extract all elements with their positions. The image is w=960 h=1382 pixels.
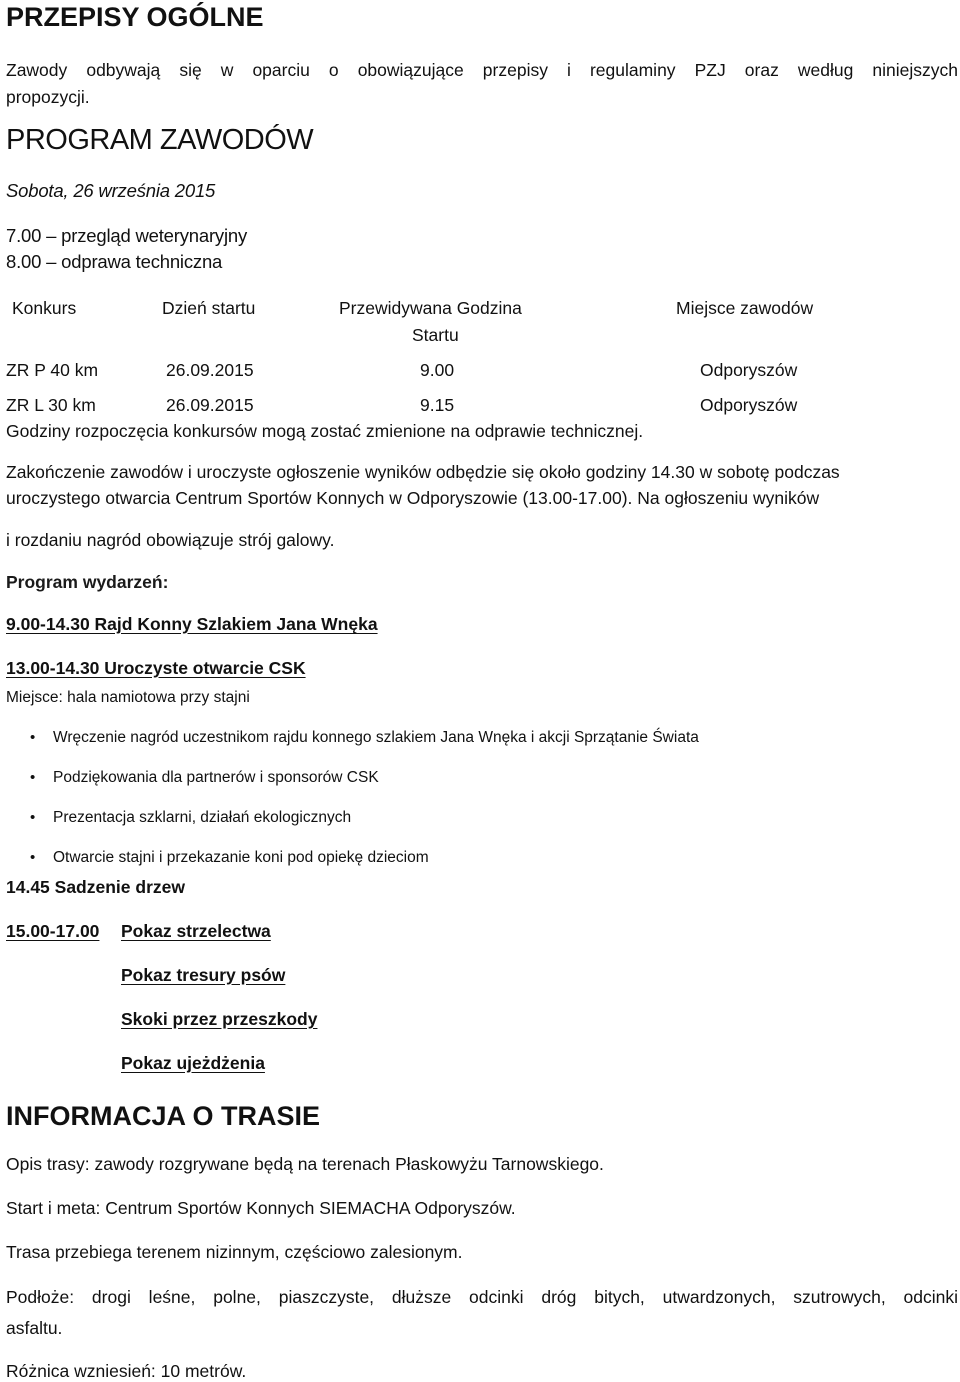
event-csk: 13.00-14.30 Uroczyste otwarcie CSK: [6, 658, 306, 678]
event-show: Pokaz tresury psów: [121, 965, 286, 985]
general-title: PRZEPISY OGÓLNE: [6, 2, 264, 32]
schedule-item: 8.00 – odprawa techniczna: [6, 251, 223, 272]
event-show: Pokaz ujeżdżenia: [121, 1053, 265, 1073]
list-item: Wręczenie nagród uczestnikom rajdu konnego szlakiem Jana Wnęka i akcji Sprzątanie Świata: [53, 729, 699, 746]
list-item: Otwarcie stajni i przekazanie koni pod opiekę dzieciom: [53, 849, 429, 866]
table-header: Dzień startu: [162, 298, 256, 318]
table-header: Startu: [412, 325, 459, 345]
bullet-dot: •: [30, 729, 36, 746]
bullet-dot: •: [30, 849, 36, 866]
list-item: Podziękowania dla partnerów i sponsorów CSK: [53, 769, 379, 786]
table-note: Godziny rozpoczęcia konkursów mogą zostać zmienione na odprawie technicznej.: [6, 421, 644, 441]
table-cell: 9.00: [420, 360, 455, 380]
table-header: Miejsce zawodów: [676, 298, 814, 318]
table-cell: 26.09.2015: [166, 360, 254, 380]
table-cell: 26.09.2015: [166, 395, 254, 415]
event-trees: 14.45 Sadzenie drzew: [6, 877, 185, 897]
general-text-line2: propozycji.: [6, 87, 90, 107]
events-title: Program wydarzeń:: [6, 572, 169, 592]
event-shooting: Pokaz strzelectwa: [121, 921, 271, 941]
route-surface-line2: asfaltu.: [6, 1318, 63, 1338]
table-header: Konkurs: [12, 298, 77, 318]
closing-line2: uroczystego otwarcia Centrum Sportów Konnych w Odporyszowie (13.00-17.00). Na ogłoszeniu wyników: [6, 488, 820, 508]
table-header: Przewidywana Godzina: [339, 298, 522, 318]
bullet-dot: •: [30, 769, 36, 786]
program-title: PROGRAM ZAWODÓW: [6, 124, 314, 156]
route-title: INFORMACJA O TRASIE: [6, 1101, 321, 1131]
event-shooting-time: 15.00-17.00: [6, 921, 100, 941]
table-cell: ZR L 30 km: [6, 395, 96, 415]
event-show: Skoki przez przeszkody: [121, 1009, 318, 1029]
table-cell: ZR P 40 km: [6, 360, 99, 380]
program-date: Sobota, 26 września 2015: [6, 180, 216, 201]
closing-line1: Zakończenie zawodów i uroczyste ogłoszenie wyników odbędzie się około godziny 14.30 w sobotę podczas: [6, 462, 840, 482]
bullet-dot: •: [30, 809, 36, 826]
table-cell: Odporyszów: [700, 360, 798, 380]
event-rajd: 9.00-14.30 Rajd Konny Szlakiem Jana Wnęka: [6, 614, 378, 634]
route-desc: Opis trasy: zawody rozgrywane będą na terenach Płaskowyżu Tarnowskiego.: [6, 1154, 604, 1174]
table-cell: 9.15: [420, 395, 455, 415]
event-place: Miejsce: hala namiotowa przy stajni: [6, 689, 250, 706]
route-terrain: Trasa przebiega terenem nizinnym, częściowo zalesionym.: [6, 1242, 463, 1262]
schedule-item: 7.00 – przegląd weterynaryjny: [6, 225, 248, 246]
table-cell: Odporyszów: [700, 395, 798, 415]
route-elevation: Różnica wzniesień: 10 metrów.: [6, 1361, 247, 1381]
general-text-line1: Zawody odbywają się w oparciu o obowiązujące przepisy i regulaminy PZJ oraz według niniejszych: [6, 60, 958, 80]
route-surface-line1: Podłoże: drogi leśne, polne, piaszczyste, dłuższe odcinki dróg bitych, utwardzonych, szutrowych, odcinki: [6, 1287, 958, 1307]
route-start: Start i meta: Centrum Sportów Konnych SIEMACHA Odporyszów.: [6, 1198, 516, 1218]
closing-line3: i rozdaniu nagród obowiązuje strój galowy.: [6, 530, 335, 550]
list-item: Prezentacja szklarni, działań ekologicznych: [53, 809, 352, 826]
